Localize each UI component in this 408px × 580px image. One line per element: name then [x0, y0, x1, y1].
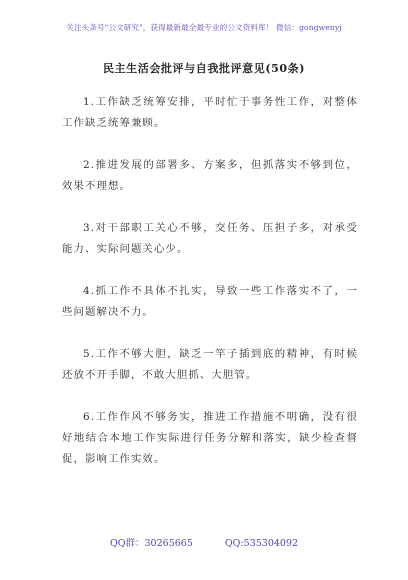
opinion-item-1: 1.工作缺乏统筹安排，平时忙于事务性工作，对整体工作缺乏统筹兼顾。	[62, 96, 358, 129]
opinion-item-5: 5.工作不够大胆，缺乏一竿子插到底的精神，有时候还放不开手脚，不敢大胆抓、大胆管。	[62, 348, 358, 381]
opinion-list	[62, 92, 358, 491]
opinion-item-4: 4.抓工作不具体不扎实，导致一些工作落实不了，一些问题解决不力。	[62, 285, 358, 318]
document-title: 民主生活会批评与自我批评意见(50条)	[102, 62, 306, 75]
opinion-item-2: 2.推进发展的部署多、方案多，但抓落实不够到位，效果不理想。	[62, 159, 358, 192]
footer-qq: QQ:535304092	[224, 538, 299, 549]
opinion-item-3: 3.对干部职工关心不够，交任务、压担子多，对承受能力、实际问题关心少。	[62, 222, 358, 255]
opinion-item-6: 6.工作作风不够务实，推进工作措施不明确，没有很好地结合本地工作实际进行任务分解和落实，缺少检查督促，影响工作实效。	[62, 411, 358, 465]
footer-qq-group: QQ群：30265665	[109, 538, 193, 549]
header-promo-note: 关注头条号"公文研究"，获得最新最全最专业的公文资料库！ 微信：gongwenyj	[66, 23, 342, 32]
footer-contacts	[0, 535, 408, 549]
